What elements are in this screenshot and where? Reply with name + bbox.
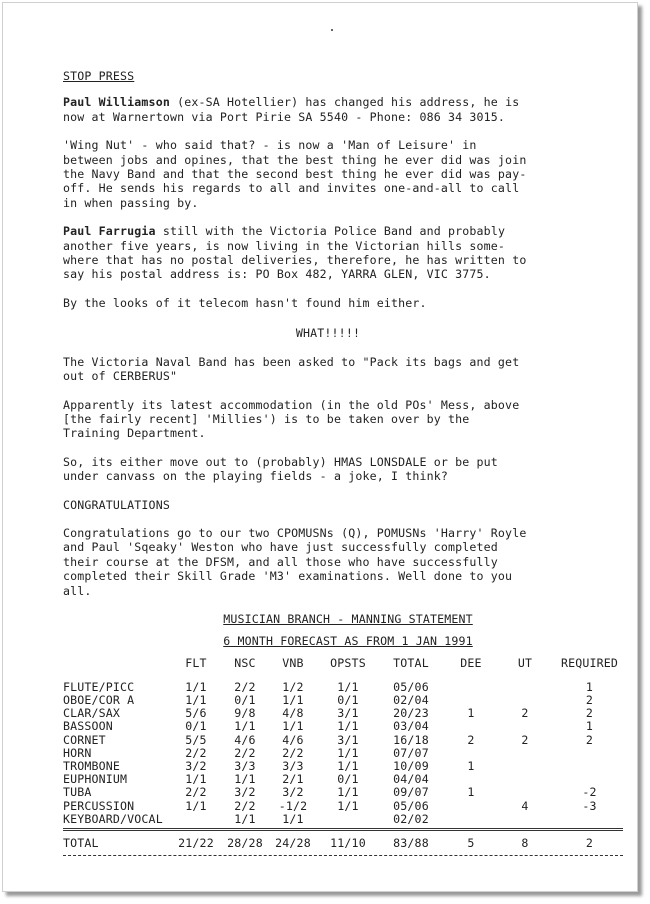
header-cell: OPSTS — [330, 655, 366, 670]
value-cell — [443, 747, 499, 760]
value-cell: 1 — [467, 785, 475, 800]
value-cell: 0/1 — [234, 693, 256, 708]
value-cell: 2/2 — [185, 745, 207, 760]
value-cell: 3/3 — [234, 759, 256, 773]
accommodation-paragraph: Apparently its latest accommodation (in the old POs' Mess, above [the fairly recent] 'Millies') is to be taken over by the Training Department. — [63, 397, 520, 441]
header-cell: TOTAL — [393, 655, 429, 670]
williamson-paragraph — [63, 95, 593, 124]
value-cell: 1/1 — [337, 679, 359, 694]
manning-table — [63, 657, 628, 826]
table-row — [63, 760, 628, 773]
header-cell — [63, 657, 171, 681]
value-cell: 3/1 — [337, 706, 359, 721]
table-row — [63, 694, 628, 707]
instrument-cell: KEYBOARD/VOCAL — [63, 811, 163, 826]
instrument-cell: FLUTE/PICC — [63, 679, 135, 694]
value-cell — [499, 747, 551, 760]
value-cell: 3/2 — [185, 759, 207, 773]
value-cell: 1 — [585, 719, 594, 734]
instrument-cell: HORN — [63, 745, 92, 760]
total-cell: 28/28 — [227, 836, 263, 851]
total-cell: 5 — [467, 836, 475, 851]
bottom-dashed-rule — [63, 855, 623, 856]
newsletter-page — [2, 2, 638, 892]
value-cell: 1/1 — [337, 759, 359, 773]
value-cell: 1 — [467, 759, 475, 773]
value-cell: 05/06 — [393, 798, 429, 813]
value-cell — [171, 813, 221, 826]
value-cell: 1/1 — [337, 745, 359, 760]
telecom-paragraph: By the looks of it telecom hasn't found him either. — [63, 295, 427, 310]
header-cell: REQUIRED — [560, 655, 619, 670]
instrument-cell: BASSOON — [63, 719, 113, 734]
value-cell — [499, 773, 551, 786]
value-cell: 10/09 — [393, 759, 429, 773]
value-cell: 1/1 — [282, 719, 304, 734]
stop-press-heading: STOP PRESS — [63, 69, 135, 83]
total-cell: 21/22 — [178, 836, 214, 851]
farrugia-paragraph — [63, 224, 593, 282]
table-row — [63, 720, 628, 733]
instrument-cell: EUPHONIUM — [63, 772, 128, 787]
forecast-subtitle: 6 MONTH FORECAST AS FROM 1 JAN 1991 — [223, 634, 473, 649]
page-content — [63, 69, 619, 856]
value-cell: 9/8 — [234, 706, 256, 721]
farrugia-name: Paul Farrugia — [63, 224, 156, 239]
table-header-row — [63, 657, 628, 681]
value-cell: 1/1 — [234, 772, 256, 787]
instrument-cell: PERCUSSION — [63, 798, 135, 813]
table-row — [63, 786, 628, 799]
table-row — [63, 799, 628, 812]
value-cell: 3/1 — [337, 732, 359, 747]
value-cell: 1 — [467, 706, 475, 721]
total-cell: 8 — [521, 836, 529, 851]
congratulations-paragraph: Congratulations go to our two CPOMUSNs (Q), POMUSNs 'Harry' Royle and Paul 'Sqeaky' Weston who have just successfully completed their course at the DFSM, and all those who have successfully completed their Skill Grade 'M3' examinations. Well done to you all. — [63, 525, 527, 598]
value-cell: 1/1 — [234, 811, 256, 826]
value-cell: 1/1 — [185, 679, 207, 694]
value-cell: 07/07 — [393, 745, 429, 760]
value-cell — [499, 786, 551, 799]
value-cell — [443, 681, 499, 694]
what-heading: WHAT!!!!! — [295, 326, 361, 341]
value-cell — [499, 813, 551, 826]
value-cell — [443, 694, 499, 707]
total-row — [63, 837, 628, 851]
header-cell: FLT — [185, 655, 207, 670]
value-cell: 4 — [521, 798, 529, 813]
congratulations-heading: CONGRATULATIONS — [63, 497, 170, 512]
value-cell — [499, 694, 551, 707]
value-cell: 1/1 — [282, 693, 304, 708]
total-cell: 24/28 — [275, 836, 311, 851]
value-cell: 04/04 — [393, 772, 429, 787]
value-cell — [443, 799, 499, 812]
total-cell: TOTAL — [63, 836, 99, 851]
total-cell: 11/10 — [330, 836, 366, 851]
value-cell: 2/1 — [282, 772, 304, 787]
manning-statement-title: MUSICIAN BRANCH - MANNING STATEMENT — [223, 611, 473, 626]
table-row — [63, 681, 628, 694]
value-cell: 1/1 — [234, 719, 256, 734]
value-cell: 3/2 — [234, 785, 256, 800]
value-cell: 2/2 — [185, 785, 207, 800]
value-cell: 2/2 — [234, 679, 256, 694]
value-cell — [551, 773, 628, 786]
value-cell — [499, 681, 551, 694]
williamson-name: Paul Williamson — [63, 95, 170, 110]
value-cell — [443, 813, 499, 826]
table-row — [63, 734, 628, 747]
value-cell: 5/5 — [185, 732, 207, 747]
value-cell: 05/06 — [393, 679, 429, 694]
table-row — [63, 707, 628, 720]
value-cell: 4/6 — [234, 732, 256, 747]
value-cell: 3/2 — [282, 785, 304, 800]
instrument-cell: TROMBONE — [63, 759, 121, 773]
value-cell: -3 — [582, 798, 597, 813]
speck-mark — [331, 29, 333, 31]
value-cell: 4/6 — [282, 732, 304, 747]
value-cell: 0/1 — [185, 719, 207, 734]
value-cell — [443, 720, 499, 733]
value-cell: 0/1 — [337, 772, 359, 787]
value-cell: 1/1 — [185, 772, 207, 787]
value-cell — [551, 747, 628, 760]
header-cell: DEE — [460, 655, 482, 670]
header-cell: NSC — [234, 655, 256, 670]
value-cell: 03/04 — [393, 719, 429, 734]
value-cell — [317, 813, 379, 826]
header-cell: VNB — [282, 655, 304, 670]
instrument-cell: CORNET — [63, 732, 106, 747]
double-rule — [63, 828, 623, 831]
value-cell: 3/3 — [282, 759, 304, 773]
value-cell: 1/1 — [185, 798, 207, 813]
cerberus-paragraph: The Victoria Naval Band has been asked to "Pack its bags and get out of CERBERUS" — [63, 354, 520, 384]
value-cell: 16/18 — [393, 732, 429, 747]
value-cell: 2 — [521, 706, 529, 721]
total-cell: 2 — [585, 836, 594, 851]
value-cell — [551, 813, 628, 826]
value-cell: 1/2 — [282, 679, 304, 694]
value-cell: -2 — [582, 785, 597, 800]
williamson-text: (ex-SA Hotellier) has changed his address, he is now at Warnertown via Port Pirie SA 5540 - Phone: 086 34 3015. — [63, 95, 520, 124]
value-cell: 4/8 — [282, 706, 304, 721]
value-cell: 2/2 — [282, 745, 304, 760]
value-cell: 0/1 — [337, 693, 359, 708]
value-cell: 2/2 — [234, 745, 256, 760]
value-cell: -1/2 — [278, 798, 308, 813]
instrument-cell: CLAR/SAX — [63, 706, 121, 721]
value-cell: 1/1 — [337, 798, 359, 813]
value-cell — [443, 773, 499, 786]
instrument-cell: OBOE/COR A — [63, 693, 135, 708]
value-cell: 2 — [521, 732, 529, 747]
value-cell: 2 — [585, 706, 594, 721]
farrugia-text: still with the Victoria Police Band and probably another five years, is now living in the Victorian hills some- where that has no postal deliveries, therefore, he has written to say his postal address is: PO Box 482, YARRA GLEN, VIC 3775. — [63, 224, 527, 282]
value-cell: 1/1 — [337, 785, 359, 800]
wing-nut-paragraph: 'Wing Nut' - who said that? - is now a 'Man of Leisure' in between jobs and opines, that the best thing he ever did was join the Navy Band and that the second best thing he ever did was pay- off. He sends his regards to all and invites one-and-all to call in when passing by. — [63, 138, 527, 210]
value-cell: 02/02 — [393, 811, 429, 826]
table-row — [63, 813, 628, 826]
value-cell — [551, 760, 628, 773]
value-cell — [499, 760, 551, 773]
value-cell: 20/23 — [393, 706, 429, 721]
value-cell: 2 — [585, 732, 594, 747]
value-cell: 2 — [585, 693, 594, 708]
total-table — [63, 837, 628, 851]
value-cell: 1 — [585, 679, 594, 694]
value-cell: 1/1 — [185, 693, 207, 708]
header-cell: UT — [517, 655, 533, 670]
value-cell: 2 — [467, 732, 475, 747]
total-cell: 83/88 — [393, 836, 429, 851]
table-body — [63, 681, 628, 826]
table-row — [63, 747, 628, 760]
value-cell: 09/07 — [393, 785, 429, 800]
value-cell: 1/1 — [337, 719, 359, 734]
instrument-cell: TUBA — [63, 785, 92, 800]
value-cell: 02/04 — [393, 693, 429, 708]
value-cell: 2/2 — [234, 798, 256, 813]
lonsdale-paragraph: So, its either move out to (probably) HMAS LONSDALE or be put under canvass on the playing fields - a joke, I think? — [63, 454, 498, 484]
value-cell — [499, 720, 551, 733]
value-cell: 1/1 — [282, 811, 304, 826]
value-cell: 5/6 — [185, 706, 207, 721]
table-row — [63, 773, 628, 786]
